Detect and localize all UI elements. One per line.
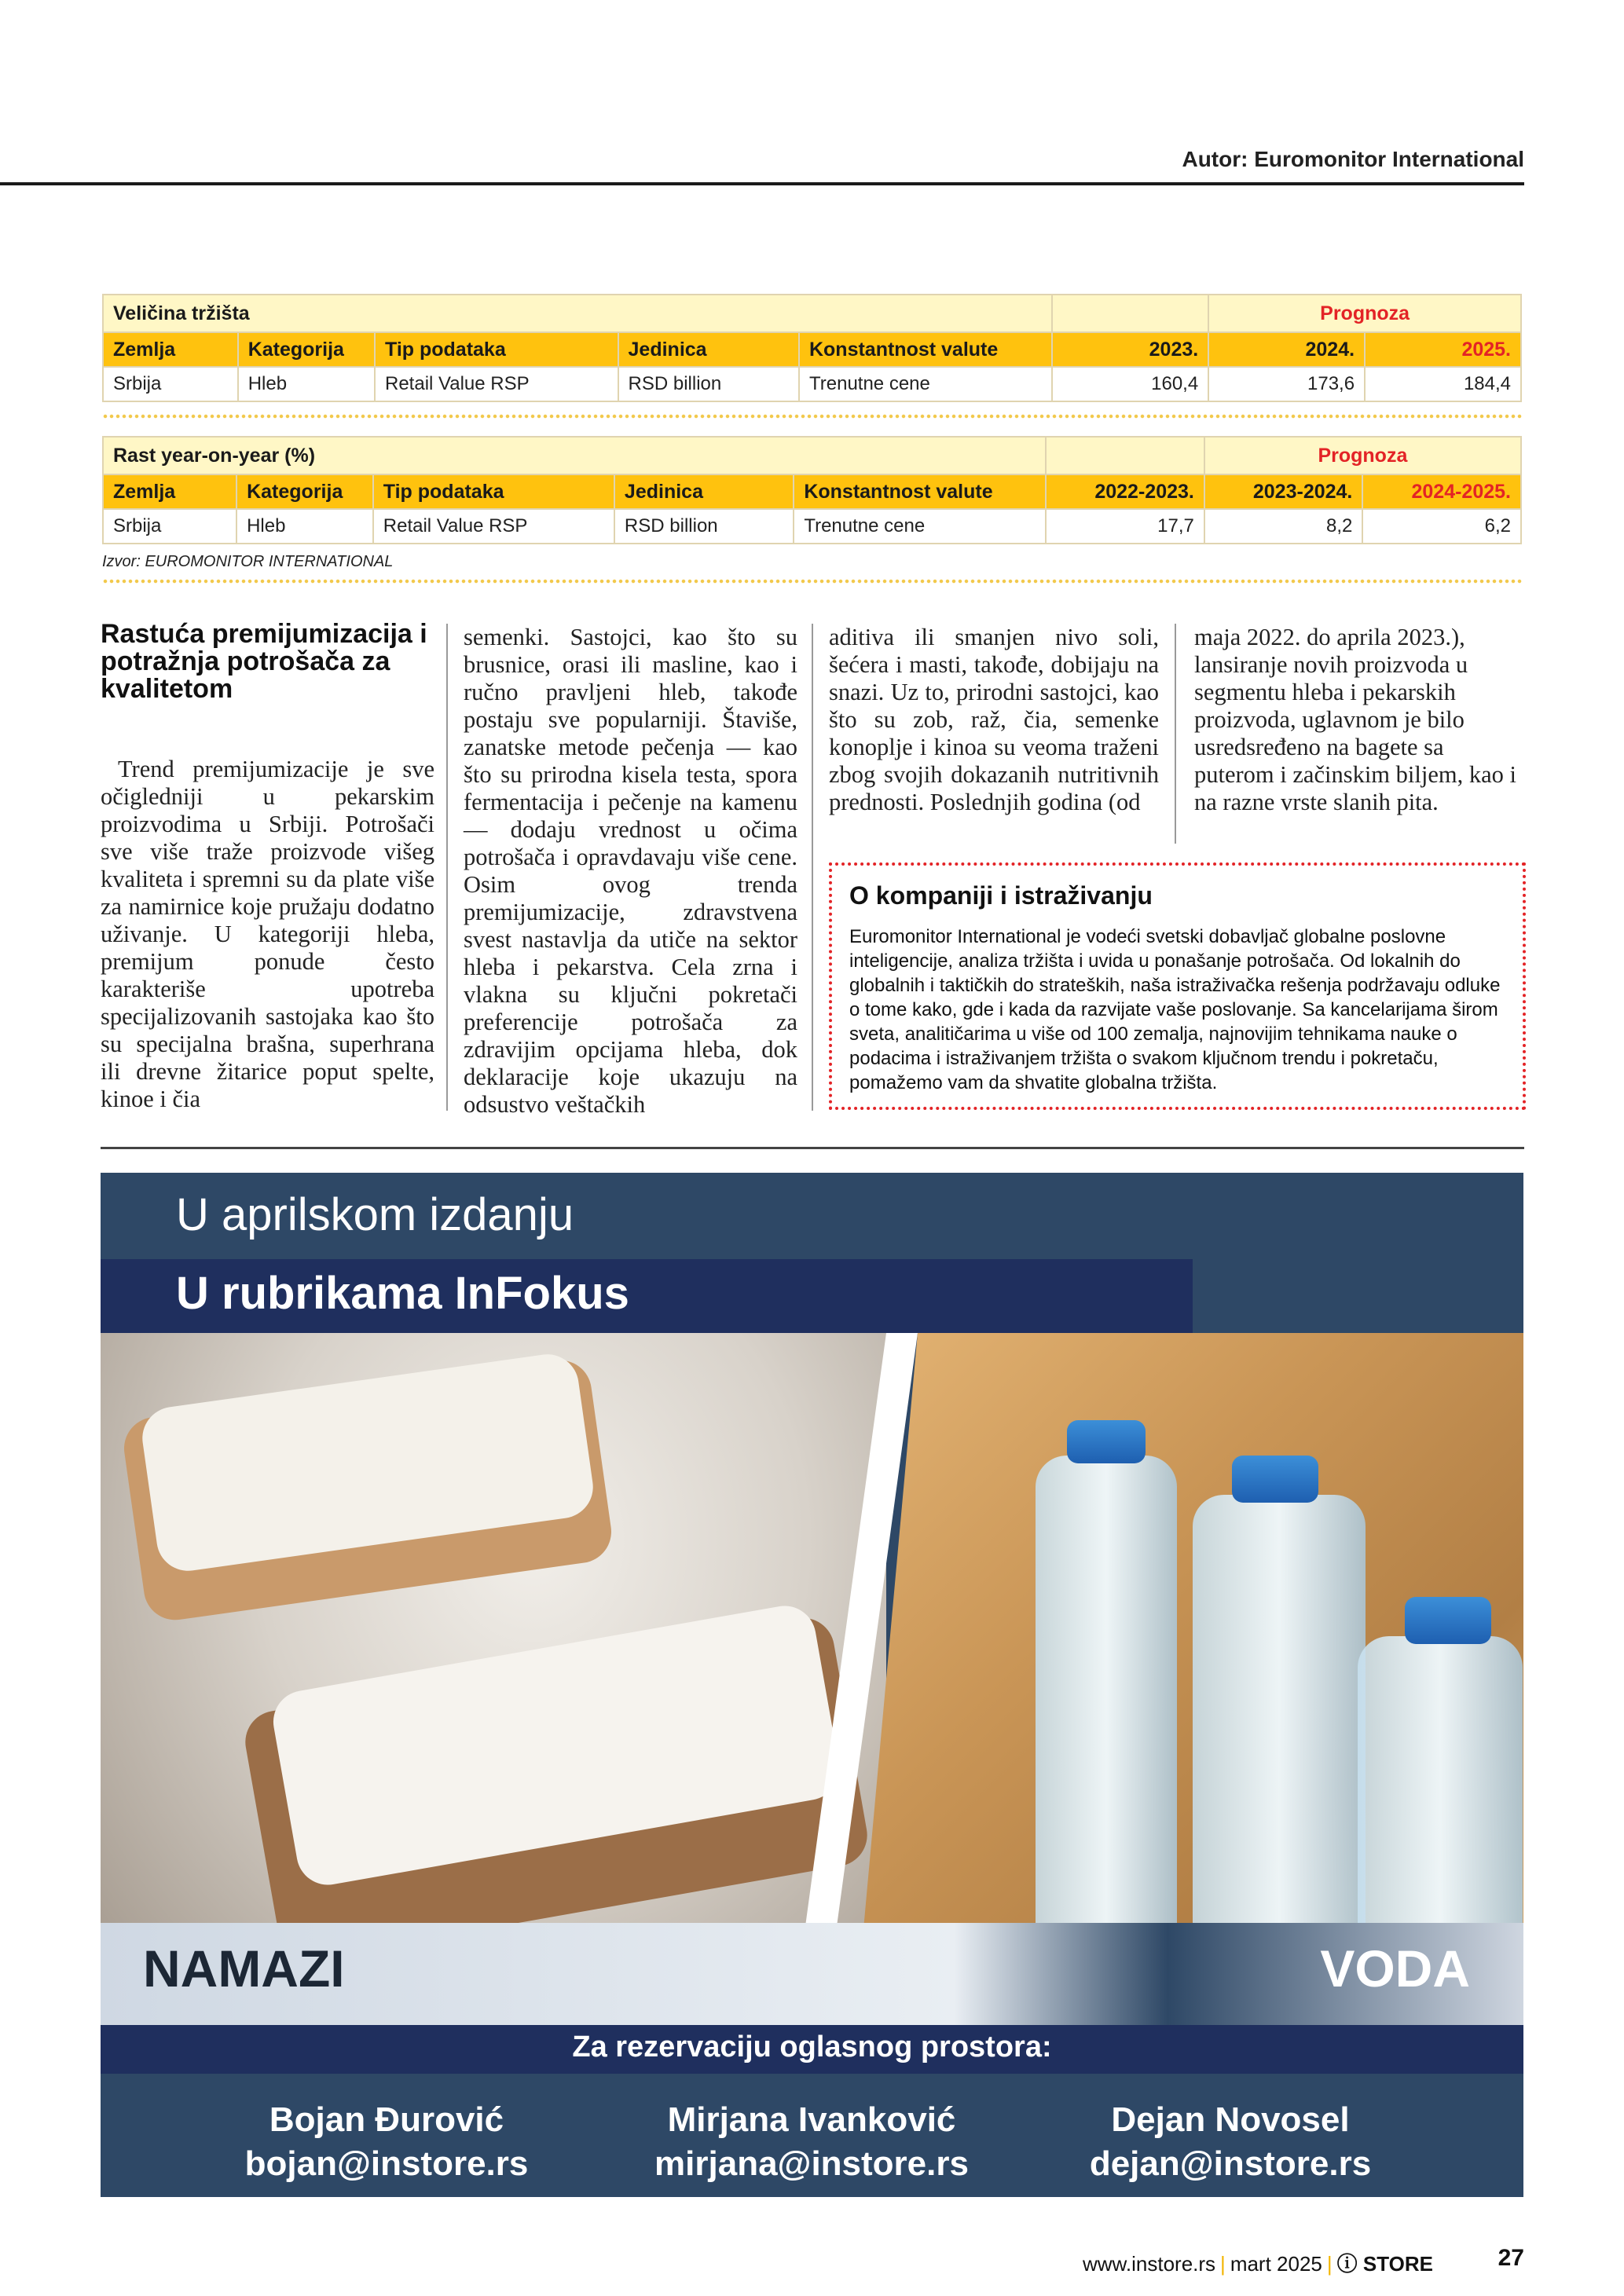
table-row xyxy=(103,509,1521,544)
table-cell: Srbija xyxy=(103,367,238,401)
column-header: 2023-2024. xyxy=(1204,474,1363,509)
table-caption: Rast year-on-year (%) xyxy=(103,437,1046,474)
column-header: Tip podataka xyxy=(375,332,618,367)
table-cell: 173,6 xyxy=(1208,367,1365,401)
contact-email[interactable]: bojan@instore.rs xyxy=(244,2144,529,2183)
table-caption: Veličina tržišta xyxy=(103,295,1052,332)
table-cell: Srbija xyxy=(103,509,236,544)
article-column-1: Trend premijumizacije je sve očigledniji u pekarskim proizvodima u Srbiji. Potrošači sve više traže proizvode višeg kvaliteta i spremni su da plate više za namirnice koje pružaju dodatno uživanje. U kategoriji hleba, premijum ponude često karakteriše upotreba specijalizovanih sastojaka kao što su specijalna brašna, superhrana ili drevne žitarice poput spelte, kinoe i čia xyxy=(101,756,434,1112)
column-header: Konstantnost valute xyxy=(794,474,1046,509)
column-header: 2024. xyxy=(1208,332,1365,367)
column-header: Zemlja xyxy=(103,474,236,509)
column-header: Kategorija xyxy=(236,474,373,509)
column-header: Jedinica xyxy=(618,332,799,367)
column-divider xyxy=(812,624,813,1111)
table-row xyxy=(103,367,1521,401)
footer-brand: STORE xyxy=(1362,2252,1433,2276)
water-bottles-image xyxy=(855,1259,1523,2024)
column-header: Tip podataka xyxy=(373,474,614,509)
column-divider xyxy=(446,624,448,1111)
contact-card xyxy=(592,2098,1032,2186)
contact-email[interactable]: mirjana@instore.rs xyxy=(654,2144,969,2183)
namazi-label: NAMAZI xyxy=(143,1939,345,1998)
footer-issue: mart 2025 xyxy=(1230,2252,1322,2276)
column-header: Konstantnost valute xyxy=(799,332,1052,367)
column-header: 2023. xyxy=(1052,332,1208,367)
column-header: Zemlja xyxy=(103,332,238,367)
author-credit: Autor: Euromonitor International xyxy=(1182,147,1524,171)
forecast-label: Prognoza xyxy=(1208,295,1521,332)
table-cell: Hleb xyxy=(236,509,373,544)
column-header: 2024-2025. xyxy=(1362,474,1521,509)
table-cell: RSD billion xyxy=(618,367,799,401)
table-cell: Trenutne cene xyxy=(799,367,1052,401)
table-cell: Trenutne cene xyxy=(794,509,1046,544)
contact-card xyxy=(1010,2098,1450,2186)
promo-banner xyxy=(101,1173,1523,2197)
table-cell: 8,2 xyxy=(1204,509,1363,544)
header-rule xyxy=(0,182,1524,185)
bread-spread-image xyxy=(101,1333,886,2024)
table-cell: 160,4 xyxy=(1052,367,1208,401)
article-headline: Rastuća premijumizacija i potražnja potrošača za kvalitetom xyxy=(101,619,427,704)
voda-label: VODA xyxy=(1320,1939,1470,1998)
contact-card xyxy=(167,2098,607,2186)
table-cell: RSD billion xyxy=(614,509,794,544)
info-box-title: O kompaniji i istraživanju xyxy=(849,881,1153,910)
column-header: 2025. xyxy=(1365,332,1521,367)
article-column-2: semenki. Sastojci, kao što su brusnice, orasi ili masline, kao i ručno pravljeni hleb, takođe postaju sve popularniji. Štaviše, zanatske metode pečenja — kao što su prirodna kisela testa, spora fermentacija i pečenje na kamenu — dodaju vrednost u očima potrošača i opravdavaju više cene. Osim ovog trenda premijumizacije, zdravstvena svest nastavlja da utiče na sektor hleba i pekarstva. Cela zrna i vlakna su ključni pokretači preferencije potrošača za zdravijim opcijama hleba, dok deklaracije koje ukazuju na odsustvo veštačkih xyxy=(464,624,797,1118)
column-header: Jedinica xyxy=(614,474,794,509)
company-info-box xyxy=(829,862,1526,1110)
contact-email[interactable]: dejan@instore.rs xyxy=(1089,2144,1372,2183)
reservation-label: Za rezervaciju oglasnog prostora: xyxy=(572,2031,1052,2063)
growth-table xyxy=(102,436,1522,544)
dotted-divider xyxy=(102,413,1522,419)
table-cell: 17,7 xyxy=(1046,509,1204,544)
store-logo-icon: ⓘ xyxy=(1336,2252,1363,2276)
page-footer: www.instore.rs | mart 2025 | ⓘ STORE xyxy=(1083,2252,1433,2276)
forecast-label: Prognoza xyxy=(1204,437,1521,474)
promo-title: U aprilskom izdanju xyxy=(176,1189,574,1240)
table-cell: Retail Value RSP xyxy=(375,367,618,401)
market-size-table xyxy=(102,294,1522,402)
info-box-text: Euromonitor International je vodeći svetski dobavljač globalne poslovne inteligencije, analiza tržišta i uvida u ponašanje potrošača. Od lokalnih do globalnih i taktičkih do strateških, naša istraživačka rešenja podržavaju odluke o tome kako, gde i kada da razvijate vaše poslovanje. Sa kancelarijama širom sveta, analitičarima u više od 100 zemalja, najnovijim tehnikama nauke o podacima i istraživanjem tržišta o svakom ključnom trendu i pokretaču, pomažemo vam da shvatite globalna tržišta. xyxy=(849,926,1501,1093)
table-cell: 6,2 xyxy=(1362,509,1521,544)
source-note: Izvor: EUROMONITOR INTERNATIONAL xyxy=(102,553,394,570)
table-cell: Retail Value RSP xyxy=(373,509,614,544)
footer-site[interactable]: www.instore.rs xyxy=(1083,2252,1216,2276)
column-header: Kategorija xyxy=(238,332,375,367)
column-divider xyxy=(1175,624,1176,844)
contact-name: Mirjana Ivanković xyxy=(667,2100,956,2139)
article-column-4: maja 2022. do aprila 2023.), lansiranje novih proizvoda u segmentu hleba i pekarskih proizvoda, uglavnom je bilo usredsređeno na bagete sa puterom i začinskim biljem, kao i na razne vrste slanih pita. xyxy=(1194,624,1516,815)
page-number: 27 xyxy=(1498,2245,1524,2271)
table-cell: 184,4 xyxy=(1365,367,1521,401)
table-cell: Hleb xyxy=(238,367,375,401)
column-header: 2022-2023. xyxy=(1046,474,1204,509)
section-rule xyxy=(101,1147,1524,1149)
contact-name: Dejan Novosel xyxy=(1111,2100,1350,2139)
article-column-3: aditiva ili smanjen nivo soli, šećera i masti, takođe, dobijaju na snazi. Uz to, prirodni sastojci, kao što su zob, raž, čia, semenke konoplje i kinoa su veoma traženi zbog svojih dokazanih nutritivnih prednosti. Poslednjih godina (od xyxy=(829,624,1159,815)
dotted-divider xyxy=(102,578,1522,584)
promo-subtitle: U rubrikama InFokus xyxy=(176,1268,629,1319)
contact-name: Bojan Đurović xyxy=(269,2100,504,2139)
